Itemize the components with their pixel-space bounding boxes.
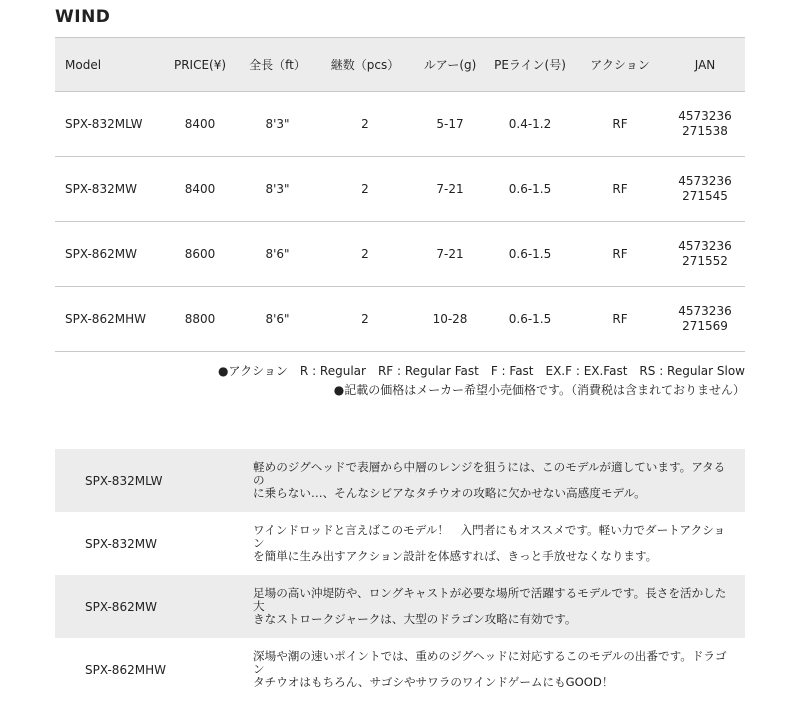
cell-lure: 10-28 bbox=[415, 287, 485, 352]
jan-line: 271545 bbox=[682, 189, 728, 203]
jan-line: 4573236 bbox=[678, 174, 732, 188]
description-row bbox=[55, 512, 745, 575]
price-note: ●記載の価格はメーカー希望小売価格です。（消費税は含まれておりません） bbox=[333, 383, 745, 397]
cell-lure: 7-21 bbox=[415, 157, 485, 222]
cell-jan bbox=[665, 157, 745, 222]
cell-lure: 5-17 bbox=[415, 92, 485, 157]
cell-pe-line: 0.6-1.5 bbox=[485, 287, 575, 352]
description-line: タチウオはもちろん、サゴシやサワラのワインドゲームにもGOOD！ bbox=[253, 675, 614, 689]
cell-pe-line: 0.6-1.5 bbox=[485, 157, 575, 222]
jan-line: 271538 bbox=[682, 124, 728, 138]
header-pieces: 継数（pcs） bbox=[315, 38, 415, 92]
jan-line: 4573236 bbox=[678, 109, 732, 123]
cell-model: SPX-832MLW bbox=[55, 92, 160, 157]
header-price: PRICE(¥) bbox=[160, 38, 240, 92]
table-row bbox=[55, 157, 745, 222]
cell-price: 8400 bbox=[160, 157, 240, 222]
description-row bbox=[55, 449, 745, 512]
table-row bbox=[55, 92, 745, 157]
cell-model: SPX-832MW bbox=[55, 157, 160, 222]
cell-length: 8'6" bbox=[240, 287, 315, 352]
cell-action: RF bbox=[575, 157, 665, 222]
cell-action: RF bbox=[575, 92, 665, 157]
cell-model: SPX-862MHW bbox=[55, 287, 160, 352]
description-model: SPX-832MW bbox=[55, 512, 253, 575]
cell-action: RF bbox=[575, 222, 665, 287]
description-table bbox=[55, 449, 745, 701]
table-row bbox=[55, 222, 745, 287]
cell-length: 8'3" bbox=[240, 92, 315, 157]
spec-header-row bbox=[55, 38, 745, 92]
action-legend-note: ●アクション R : Regular RF : Regular Fast F : Fast EX.F : EX.Fast RS : Regular Slow bbox=[218, 364, 745, 378]
description-row bbox=[55, 575, 745, 638]
cell-pieces: 2 bbox=[315, 157, 415, 222]
cell-pieces: 2 bbox=[315, 92, 415, 157]
jan-line: 4573236 bbox=[678, 239, 732, 253]
description-line: 足場の高い沖堤防や、ロングキャストが必要な場所で活躍するモデルです。長さを活かした大 bbox=[253, 586, 727, 613]
cell-jan bbox=[665, 287, 745, 352]
description-line: ワインドロッドと言えばこのモデル！ 入門者にもオススメです。軽い力でダートアクション bbox=[253, 523, 726, 550]
cell-pieces: 2 bbox=[315, 287, 415, 352]
description-model: SPX-862MW bbox=[55, 575, 253, 638]
jan-line: 271569 bbox=[682, 319, 728, 333]
cell-pe-line: 0.6-1.5 bbox=[485, 222, 575, 287]
header-length: 全長（ft） bbox=[240, 38, 315, 92]
description-line: 軽めのジグヘッドで表層から中層のレンジを狙うには、このモデルが適しています。アタるの bbox=[253, 460, 726, 487]
cell-price: 8600 bbox=[160, 222, 240, 287]
cell-action: RF bbox=[575, 287, 665, 352]
spec-table bbox=[55, 37, 745, 352]
description-line: きなストロークジャークは、大型のドラゴン攻略に有効です。 bbox=[253, 612, 577, 626]
description-line: 深場や潮の速いポイントでは、重めのジグヘッドに対応するこのモデルの出番です。ドラゴン bbox=[253, 649, 727, 676]
header-jan: JAN bbox=[665, 38, 745, 92]
cell-length: 8'6" bbox=[240, 222, 315, 287]
description-text bbox=[253, 449, 745, 512]
header-lure: ルアー(g) bbox=[415, 38, 485, 92]
description-text bbox=[253, 575, 745, 638]
cell-jan bbox=[665, 92, 745, 157]
cell-pieces: 2 bbox=[315, 222, 415, 287]
jan-line: 271552 bbox=[682, 254, 728, 268]
cell-jan bbox=[665, 222, 745, 287]
cell-length: 8'3" bbox=[240, 157, 315, 222]
table-row bbox=[55, 287, 745, 352]
cell-pe-line: 0.4-1.2 bbox=[485, 92, 575, 157]
description-line: に乗らない…、そんなシビアなタチウオの攻略に欠かせない高感度モデル。 bbox=[253, 486, 646, 500]
header-action: アクション bbox=[575, 38, 665, 92]
description-line: を簡単に生み出すアクション設計を体感すれば、きっと手放せなくなります。 bbox=[253, 549, 658, 563]
jan-line: 4573236 bbox=[678, 304, 732, 318]
cell-price: 8800 bbox=[160, 287, 240, 352]
cell-price: 8400 bbox=[160, 92, 240, 157]
cell-model: SPX-862MW bbox=[55, 222, 160, 287]
description-text bbox=[253, 638, 745, 701]
header-pe-line: PEライン(号) bbox=[485, 38, 575, 92]
description-model: SPX-832MLW bbox=[55, 449, 253, 512]
page-title: WIND bbox=[55, 7, 111, 27]
cell-lure: 7-21 bbox=[415, 222, 485, 287]
description-row bbox=[55, 638, 745, 701]
description-model: SPX-862MHW bbox=[55, 638, 253, 701]
description-text bbox=[253, 512, 745, 575]
header-model: Model bbox=[55, 38, 160, 92]
